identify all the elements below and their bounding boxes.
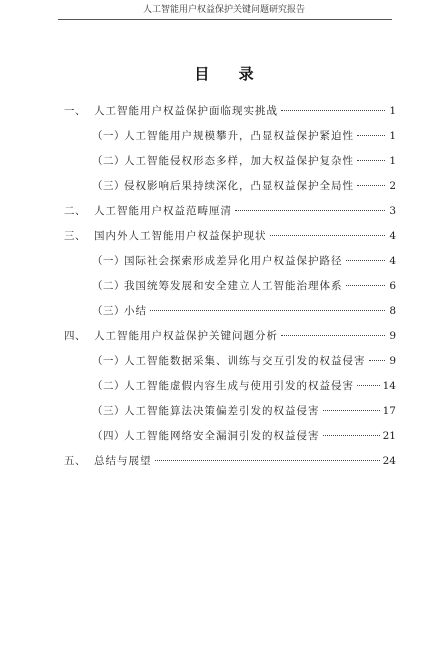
toc-dot-leader bbox=[346, 285, 386, 286]
toc-entry-number: （二） bbox=[92, 380, 125, 392]
toc-entry-1-3[interactable] bbox=[92, 179, 396, 193]
toc-entry-page: 8 bbox=[389, 305, 396, 317]
toc-entry-2[interactable] bbox=[64, 204, 396, 218]
toc-dot-leader bbox=[323, 435, 380, 436]
toc-title: 目 录 bbox=[194, 65, 266, 83]
toc-entry-3-1[interactable] bbox=[92, 254, 396, 268]
toc-dot-leader bbox=[150, 310, 385, 311]
toc-entry-page: 17 bbox=[382, 405, 396, 417]
toc-entry-label: 总结与展望 bbox=[94, 455, 152, 467]
toc-entry-label: 侵权影响后果持续深化，凸显权益保护全局性 bbox=[124, 180, 354, 192]
toc-entry-5[interactable] bbox=[64, 454, 396, 468]
toc-entry-number: （一） bbox=[92, 255, 125, 267]
toc-entry-page: 1 bbox=[389, 105, 396, 117]
toc-entry-number: （二） bbox=[92, 155, 125, 167]
toc-entry-number: 五、 bbox=[64, 455, 86, 467]
toc-entry-page: 2 bbox=[389, 180, 396, 192]
toc-entry-page: 9 bbox=[389, 355, 396, 367]
toc-entry-1[interactable] bbox=[64, 104, 396, 118]
toc-entry-page: 6 bbox=[389, 280, 396, 292]
running-header: 人工智能用户权益保护关键问题研究报告 bbox=[142, 5, 305, 15]
toc-dot-leader bbox=[357, 135, 385, 136]
toc-entry-label: 人工智能用户权益保护面临现实挑战 bbox=[94, 105, 278, 117]
toc-entry-4-2[interactable] bbox=[92, 379, 396, 393]
toc-dot-leader bbox=[357, 185, 385, 186]
toc-dot-leader bbox=[369, 360, 386, 361]
toc-entry-label: 人工智能数据采集、训练与交互引发的权益侵害 bbox=[124, 355, 366, 367]
toc-entry-number: （三） bbox=[92, 180, 125, 192]
toc-dot-leader bbox=[357, 385, 380, 386]
toc-dot-leader bbox=[155, 460, 380, 461]
toc-entry-number: （三） bbox=[92, 305, 125, 317]
toc-entry-label: 人工智能网络安全漏洞引发的权益侵害 bbox=[124, 430, 320, 442]
toc-entry-1-2[interactable] bbox=[92, 154, 396, 168]
toc-dot-leader bbox=[270, 235, 386, 236]
toc-entry-number: 四、 bbox=[64, 330, 86, 342]
toc-entry-number: （三） bbox=[92, 405, 125, 417]
toc-entry-1-1[interactable] bbox=[92, 129, 396, 143]
toc-dot-leader bbox=[235, 210, 385, 211]
toc-entry-number: （二） bbox=[92, 280, 125, 292]
toc-entry-page: 9 bbox=[389, 330, 396, 342]
toc-entry-page: 21 bbox=[382, 430, 396, 442]
toc-entry-label: 人工智能算法决策偏差引发的权益侵害 bbox=[124, 405, 320, 417]
toc-entry-page: 1 bbox=[389, 130, 396, 142]
toc-dot-leader bbox=[357, 160, 385, 161]
toc-entry-number: （四） bbox=[92, 430, 125, 442]
toc-entry-label: 我国统筹发展和安全建立人工智能治理体系 bbox=[124, 280, 343, 292]
toc-entry-page: 24 bbox=[382, 455, 396, 467]
toc-entry-4-4[interactable] bbox=[92, 429, 396, 443]
toc-entry-3[interactable] bbox=[64, 229, 396, 243]
toc-entry-4-1[interactable] bbox=[92, 354, 396, 368]
toc-entry-number: 三、 bbox=[64, 230, 86, 242]
toc-entry-page: 14 bbox=[382, 380, 396, 392]
toc-entry-page: 1 bbox=[389, 155, 396, 167]
toc-entry-label: 人工智能用户权益保护关键问题分析 bbox=[94, 330, 278, 342]
toc-entry-label: 人工智能用户规模攀升，凸显权益保护紧迫性 bbox=[124, 130, 354, 142]
toc-entry-number: （一） bbox=[92, 130, 125, 142]
toc-entry-4-3[interactable] bbox=[92, 404, 396, 418]
toc-entry-label: 人工智能侵权形态多样，加大权益保护复杂性 bbox=[124, 155, 354, 167]
toc-entry-label: 国际社会探索形成差异化用户权益保护路径 bbox=[124, 255, 343, 267]
toc-entry-label: 国内外人工智能用户权益保护现状 bbox=[94, 230, 267, 242]
toc-entry-page: 4 bbox=[389, 230, 396, 242]
toc-entry-number: 二、 bbox=[64, 205, 86, 217]
toc-entry-label: 小结 bbox=[124, 305, 147, 317]
toc-entry-page: 3 bbox=[389, 205, 396, 217]
toc-entry-label: 人工智能用户权益范畴厘清 bbox=[94, 205, 232, 217]
toc-entry-label: 人工智能虚假内容生成与使用引发的权益侵害 bbox=[124, 380, 354, 392]
toc-dot-leader bbox=[281, 335, 385, 336]
toc-dot-leader bbox=[346, 260, 386, 261]
toc-entry-number: （一） bbox=[92, 355, 125, 367]
toc-entry-4[interactable] bbox=[64, 329, 396, 343]
toc-dot-leader bbox=[281, 110, 385, 111]
toc-entry-page: 4 bbox=[389, 255, 396, 267]
toc-entry-3-2[interactable] bbox=[92, 279, 396, 293]
toc-entry-3-3[interactable] bbox=[92, 304, 396, 318]
toc-dot-leader bbox=[323, 410, 380, 411]
toc-entry-number: 一、 bbox=[64, 105, 86, 117]
